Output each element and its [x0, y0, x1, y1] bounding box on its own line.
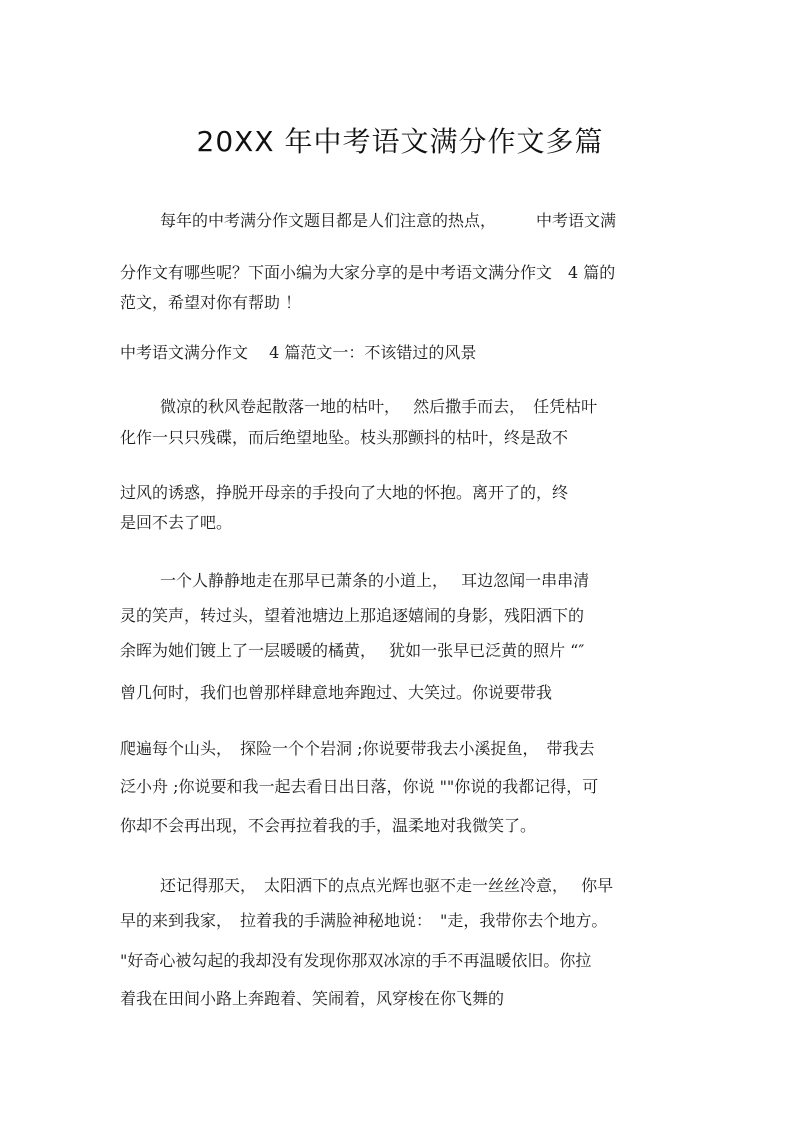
- text-line: 每年的中考满分作文题目都是人们注意的热点， 中考语文满: [160, 211, 617, 230]
- text-line: 是回不去了吧。: [120, 513, 233, 532]
- page-title: 20XX 年中考语文满分作文多篇: [196, 125, 604, 158]
- text-line: 微凉的秋风卷起散落一地的枯叶， 然后撒手而去， 任凭枯叶: [160, 397, 598, 416]
- text-line: 你却不会再出现，不会再拉着我的手，温柔地对我微笑了。: [120, 816, 537, 835]
- text-line: "好奇心被勾起的我却没有发现你那双冰凉的手不再温暖依旧。你拉: [120, 951, 592, 970]
- text-line: 化作一只只残碟，而后绝望地坠。枝头那颤抖的枯叶，终是敌不: [120, 428, 569, 447]
- text-line: 早的来到我家， 拉着我的手满脸神秘地说： "走，我带你去个地方。: [120, 911, 608, 930]
- text-line: 着我在田间小路上奔跑着、笑闹着，风穿梭在你飞舞的: [120, 989, 505, 1008]
- text-line: 爬遍每个山头， 探险一个个岩洞 ;你说要带我去小溪捉鱼， 带我去: [120, 739, 595, 758]
- text-line: 灵的笑声，转过头，望着池塘边上那追逐嬉闹的身影，残阳洒下的: [120, 606, 585, 625]
- text-line: 一个人静静地走在那早已萧条的小道上， 耳边忽闻一串串清: [160, 571, 590, 590]
- text-line: 过风的诱惑，挣脱开母亲的手投向了大地的怀抱。离开了的，终: [120, 483, 569, 502]
- text-line: 还记得那天， 太阳洒下的点点光辉也驱不走一丝丝冷意， 你早: [160, 876, 614, 895]
- section-heading: 中考语文满分作文 4 篇范文一：不该错过的风景: [120, 343, 477, 362]
- text-line: 曾几何时，我们也曾那样肆意地奔跑过、大笑过。你说要带我: [120, 683, 553, 702]
- text-line: 泛小舟 ;你说要和我一起去看日出日落，你说 ""你说的我都记得，可: [120, 777, 599, 796]
- text-line: 范文，希望对你有帮助 ！: [120, 293, 302, 312]
- text-line: 分作文有哪些呢？下面小编为大家分享的是中考语文满分作文 4 篇的: [120, 263, 616, 282]
- text-line: 余晖为她们镀上了一层暖暖的橘黄， 犹如一张早已泛黄的照片 “″: [120, 641, 585, 660]
